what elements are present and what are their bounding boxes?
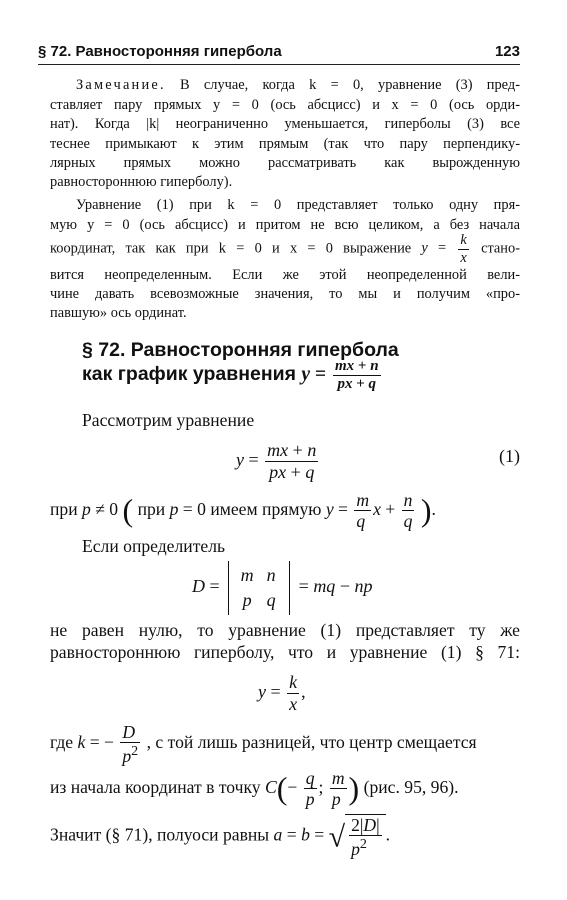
semi-prefix: Значит (§ 71), полуоси равны	[50, 824, 270, 845]
where-line: где k = − $\frac{D}{p^2}$ , с той лишь разницей, что центр смещается	[50, 722, 477, 767]
running-header	[38, 41, 520, 65]
para2-line-2: мую y = 0 (ось абсцисс) и притом не всю целиком, а без начала	[50, 217, 520, 233]
p2-line-2: равностороннюю гиперболу, что и уравнение (1) § 71:	[50, 642, 520, 662]
equation-1: y = $\frac{mx + n}{px + q}$	[236, 440, 317, 482]
formula-y-k-over-x: y = $\frac{k}{x}$	[421, 232, 467, 266]
determinant-formula: D = m n p q = mq − np	[192, 561, 372, 615]
p2-line-1: не равен нулю, то уравнение (1) представляет ту же	[50, 620, 520, 640]
note-line-5: лярных прямых можно рассматривать как вырожденную	[50, 155, 520, 171]
section-title-line-2	[82, 358, 383, 394]
note-line-4: теснее примыкают к этим прямым (так что пару перпендику-	[50, 136, 520, 152]
formula-y-k-over-x-2: y = $\frac{k}{x}$ ,	[258, 672, 306, 714]
det-intro: Если определитель	[82, 536, 225, 556]
condition-line: при p ≠ 0 ( при p = 0 имеем прямую y = $\frac{m}{q}$ x + $\frac{n}{q}$ ).	[50, 490, 436, 532]
note-line-2: ставляет пару прямых y = 0 (ось абсцисс) и x = 0 (ось орди-	[50, 97, 520, 113]
intro-text: Рассмотрим уравнение	[82, 410, 255, 430]
cond-line-text: имеем прямую	[210, 498, 322, 519]
para2-formula-after: стано-	[481, 240, 520, 257]
section-title-line-1: § 72. Равносторонняя гипербола	[82, 339, 399, 361]
para2-tail-3: павшую» ось ординат.	[50, 305, 187, 321]
note-word: Замечание.	[76, 77, 166, 93]
where-suffix: , с той лишь разницей, что центр смещается	[146, 732, 477, 753]
cond-prefix: при	[50, 498, 78, 519]
para2-formula-before: координат, так как при k = 0 и x = 0 выражение	[50, 240, 412, 257]
origin-line: из начала координат в точку C(− $\frac{q}{p}$ ; $\frac{m}{p}$ ) (рис. 95, 96).	[50, 768, 459, 810]
section-title-text: как график уравнения	[82, 363, 296, 386]
origin-text: из начала координат в точку	[50, 776, 261, 797]
para2-formula-line	[50, 232, 520, 266]
origin-ref: (рис. 95, 96).	[363, 776, 459, 797]
note-line-3: нат). Когда |k| неограниченно уменьшается, гиперболы (3) все	[50, 116, 520, 132]
semi-axes-line: Значит (§ 71), полуоси равны a = b = √ $\frac{2|D|}{p^2}$ .	[50, 815, 391, 860]
para2-line-1: Уравнение (1) при k = 0 представляет только одну пря-	[76, 197, 520, 213]
note-paragraph	[50, 76, 520, 95]
note-line-1: В случае, когда k = 0, уравнение (3) пред-	[180, 77, 520, 93]
header-title: § 72. Равносторонняя гипербола	[38, 43, 282, 60]
sqrt-formula: √ $\frac{2|D|}{p^2}$	[329, 814, 386, 859]
note-line-6: равностороннюю гиперболу).	[50, 174, 233, 190]
section-title-formula: y = $\frac{mx + n}{px + q}$	[301, 358, 379, 393]
header-rule	[38, 64, 520, 65]
para2-tail-1: вится неопределенным. Если же этой неопределенной вели-	[50, 267, 520, 283]
where-prefix: где	[50, 732, 74, 753]
equation-1-number: (1)	[499, 446, 520, 466]
determinant-matrix: m n p q	[228, 561, 290, 615]
cond-inner: при	[137, 498, 166, 519]
page-number: 123	[494, 43, 520, 60]
para2-tail-2: чине давать всевозможные значения, то мы и получим «про-	[50, 286, 520, 302]
